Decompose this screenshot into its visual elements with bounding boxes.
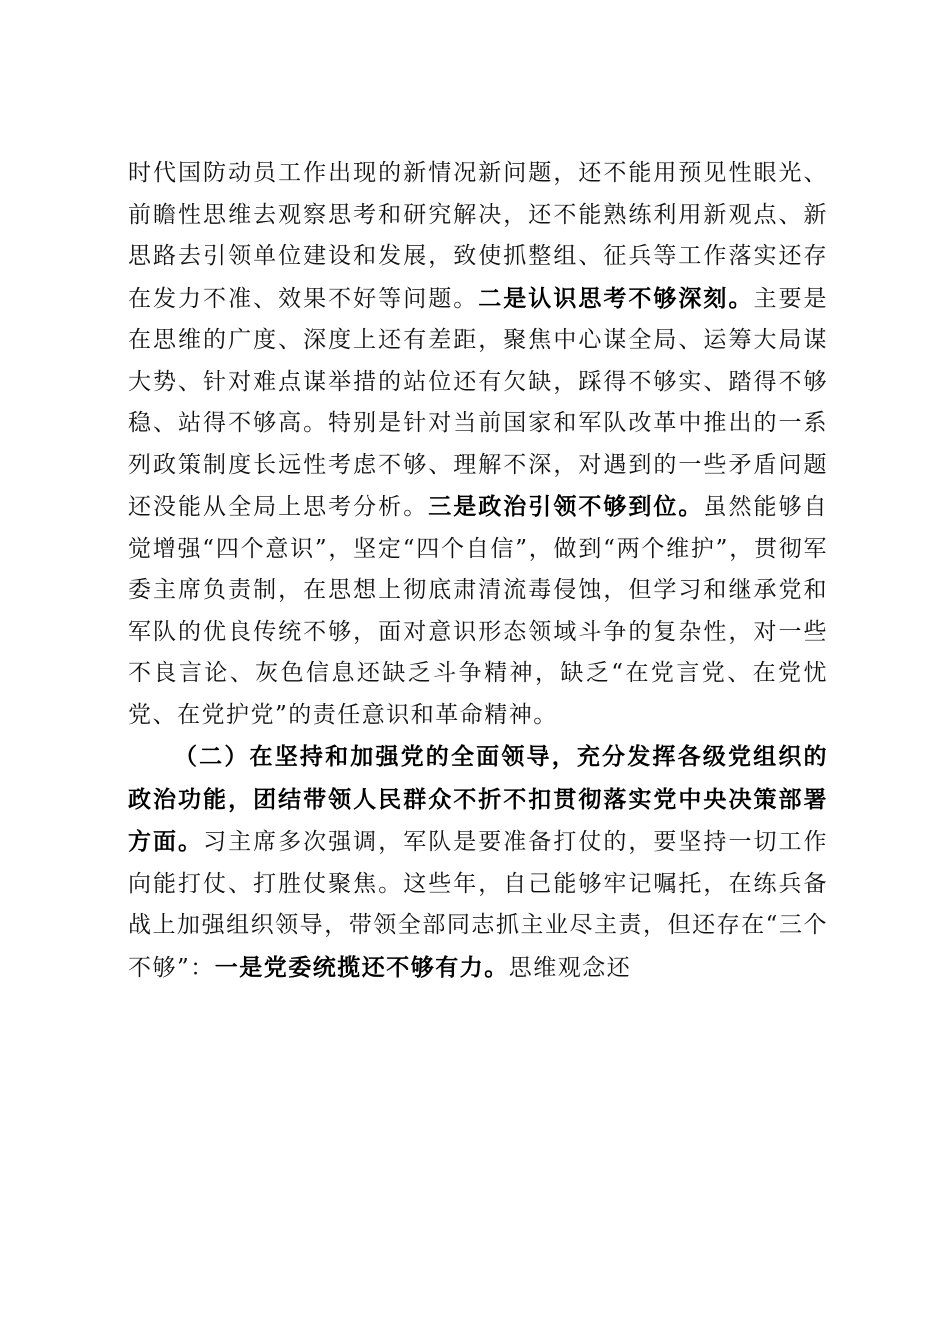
point-three-heading: 三是政治引领不够到位。: [428, 493, 704, 520]
paragraph-1-text-a: 时代国防动员工作出现的新情况新问题，还不能用预见性眼光、前瞻性思维去观察思考和研究解决，还不能熟练利用新观点、新思路去引领单位建设和发展，致使抓整组、征兵等工作落实还存在发力不准、效果不好等问题。: [128, 160, 828, 312]
paragraph-1-text-c: 虽然能够自觉增强“四个意识”，坚定“四个自信”，做到“两个维护”，贯彻军委主席负责制，在思想上彻底肃清流毒侵蚀，但学习和继承党和军队的优良传统不够，面对意识形态领域斗争的复杂性，对一些不良言论、灰色信息还缺乏斗争精神，缺乏“在党言党、在党忧党、在党护党”的责任意识和革命精神。: [128, 494, 829, 728]
point-one-heading: 一是党委统揽还不够有力。: [214, 953, 509, 981]
paragraph-2-text-b: 思维观念还: [508, 954, 632, 981]
paragraph-1-text-b: 主要是在思维的广度、深度上还有差距，聚焦中心谋全局、运筹大局谋大势、针对难点谋举措的站位还有欠缺，踩得不够实、踏得不够稳、站得不够高。特别是针对当前国家和军队改革中推出的一系列政策制度长远性考虑不够、理解不深，对遇到的一些矛盾问题还没能从全局上思考分析。: [128, 285, 829, 520]
document-body: [128, 153, 828, 989]
section-two-heading: （二）在坚持和加强党的全面领导，充分发挥各级党组织的政治功能，团结带领人民群众不折不扣贯彻落实党中央决策部署方面。: [128, 743, 828, 855]
paragraph-2: [128, 736, 828, 989]
paragraph-2-text-a: 习主席多次强调，军队是要准备打仗的，要坚持一切工作向能打仗、打胜仗聚焦。这些年，自己能够牢记嘱托，在练兵备战上加强组织领导，带领全部同志抓主业尽主责，但还存在“三个不够”：: [128, 829, 829, 981]
point-two-heading: 二是认识思考不够深刻。: [478, 284, 754, 312]
paragraph-1: [128, 153, 828, 736]
